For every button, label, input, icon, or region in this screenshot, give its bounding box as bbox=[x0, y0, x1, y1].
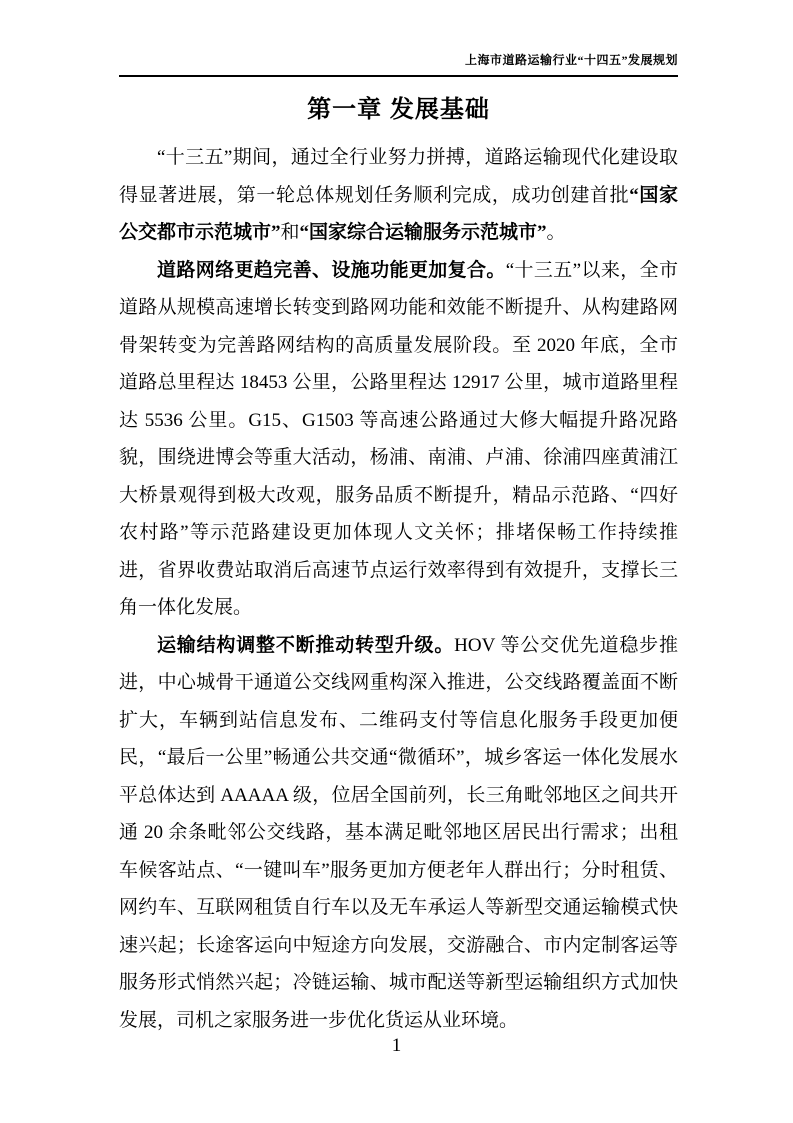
text-run-bold: 道路网络更趋完善、设施功能更加复合。 bbox=[157, 259, 506, 281]
text-run: “十三五”期间，通过全行业努力拼搏，道路运输现代化建设取得显著进展，第一轮总体规划任务顺利完成，成功创建首批 bbox=[119, 147, 678, 206]
chapter-title: 第一章 发展基础 bbox=[307, 96, 490, 123]
text-run: “十三五”以来，全市道路从规模高速增长转变到路网功能和效能不断提升、从构建路网骨架转变为完善路网结构的高质量发展阶段。至 2020 年底，全市道路总里程达 18453 公里，公路里程达 12917 公里，城市道路里程达 5536 公里。G15、G1503 等高速公路通过大修大幅提升路况路貌，围绕进博会等重大活动，杨浦、南浦、卢浦、徐浦四座黄浦江大桥景观得到极大改观，服务品质不断提升，精品示范路、“四好农村路”等示范路建设更加体现人文关怀；排堵保畅工作持续推进，省界收费站取消后高速节点运行效率得到有效提升，支撑长三角一体化发展。 bbox=[119, 259, 678, 618]
text-run: HOV 等公交优先道稳步推进，中心城骨干通道公交线网重构深入推进，公交线路覆盖面不断扩大，车辆到站信息发布、二维码支付等信息化服务手段更加便民，“最后一公里”畅通公共交通“微循环”，城乡客运一体化发展水平总体达到 AAAAA 级，位居全国前列，长三角毗邻地区之间共开通 20 余条毗邻公交线路，基本满足毗邻地区居民出行需求；出租车候客站点、“一键叫车”服务更加方便老年人群出行；分时租赁、网约车、互联网租赁自行车以及无车承运人等新型交通运输模式快速兴起；长途客运向中短途方向发展，交游融合、市内定制客运等服务形式悄然兴起；冷链运输、城市配送等新型运输组织方式加快发展，司机之家服务进一步优化货运从业环境。 bbox=[119, 634, 678, 1031]
page-content bbox=[119, 77, 678, 1039]
page-header bbox=[119, 53, 678, 77]
text-run-bold: 运输结构调整不断推动转型升级。 bbox=[157, 634, 455, 656]
body-paragraph-3 bbox=[119, 627, 678, 1040]
header-title: 上海市道路运输行业“十四五”发展规划 bbox=[464, 53, 678, 67]
page-footer bbox=[0, 1034, 793, 1058]
text-run-bold: “国家公交都市示范城市” bbox=[119, 184, 678, 243]
body-paragraph-2 bbox=[119, 252, 678, 627]
text-run: 和 bbox=[280, 222, 300, 243]
document-body bbox=[119, 139, 678, 1039]
text-run: 。 bbox=[546, 222, 566, 243]
page-number: 1 bbox=[391, 1035, 402, 1056]
body-paragraph-1 bbox=[119, 139, 678, 252]
text-run-bold: “国家综合运输服务示范城市” bbox=[299, 222, 547, 243]
